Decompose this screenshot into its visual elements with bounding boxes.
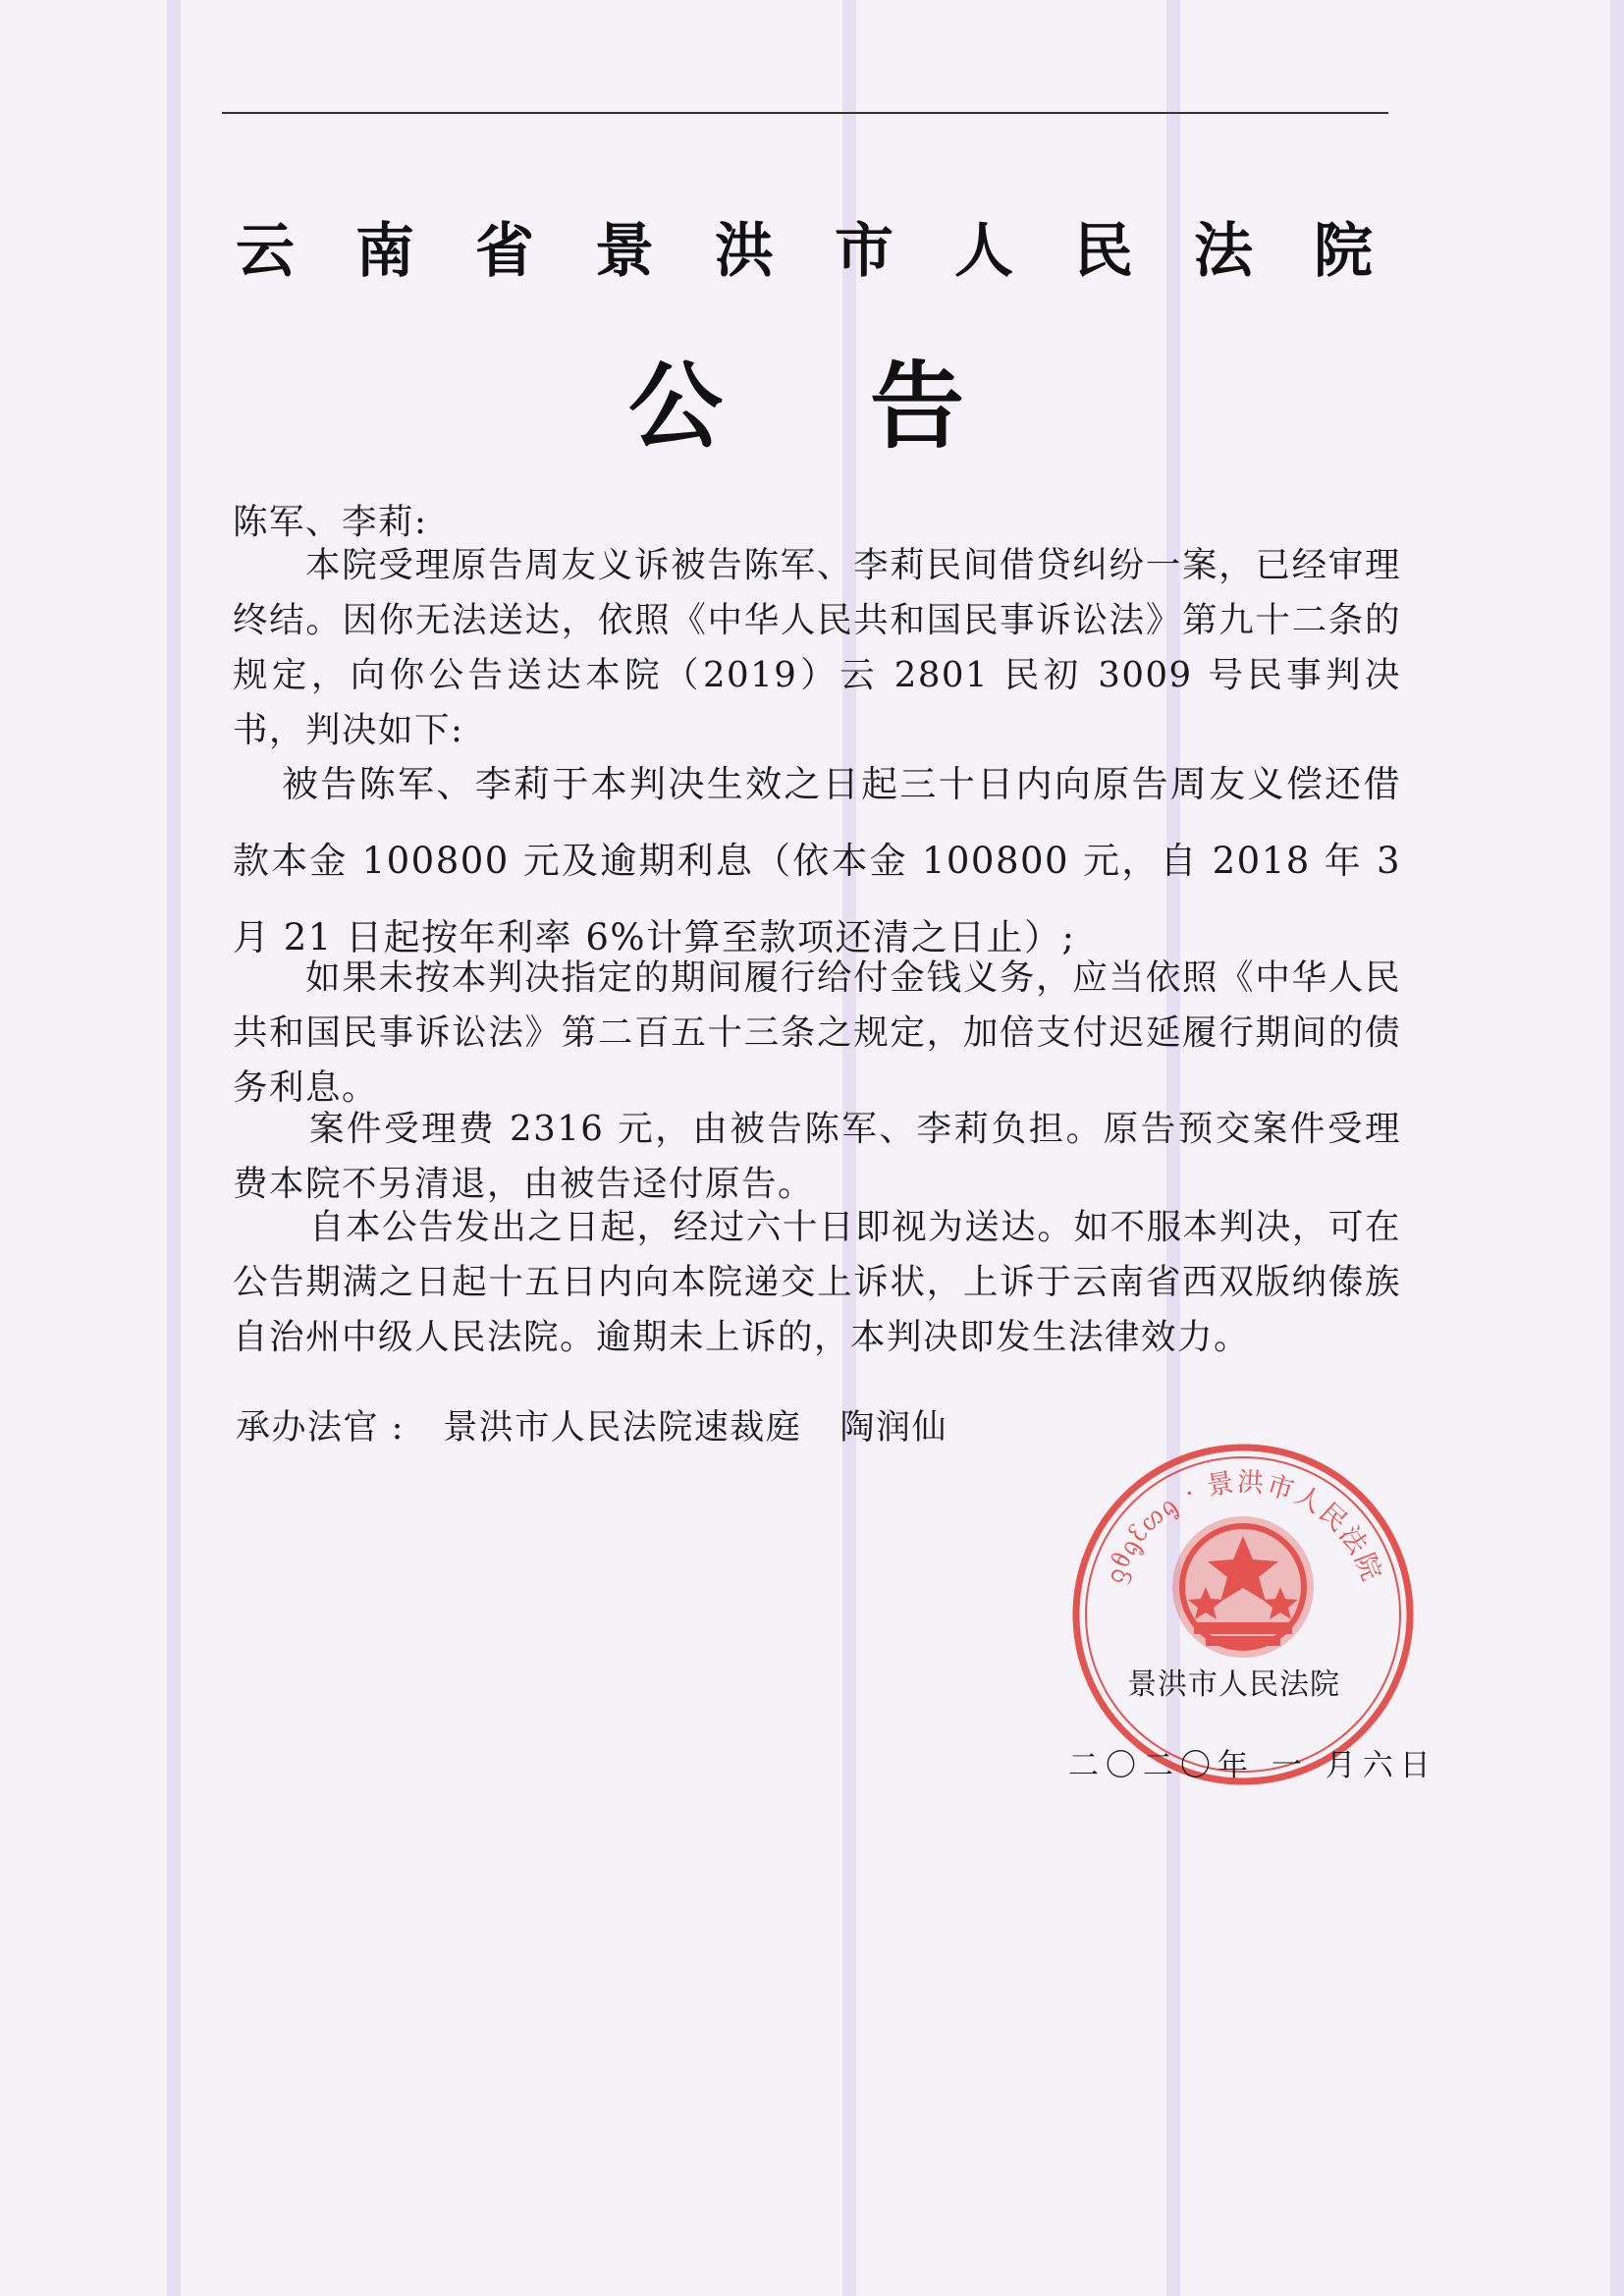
judge-label: 承办法官 : xyxy=(236,1408,405,1448)
paragraph-appeal-notice: 自本公告发出之日起，经过六十日即视为送达。如不服本判决，可在公告期满之日起十五日内向本院递交上诉状，上诉于云南省西双版纳傣族自治州中级人民法院。逾期未上诉的，本判决即发生法律效力。 xyxy=(233,1207,1401,1357)
presiding-judge-line xyxy=(236,1400,947,1449)
paragraph-judgment: 被告陈军、李莉于本判决生效之日起三十日内向原告周友义偿还借款本金 100800 元及逾期利息（依本金 100800 元，自 2018 年 3 月 21 日起按年利率 6%计算至款项还清之日止）; xyxy=(233,763,1401,958)
paragraph-service-notice: 本院受理原告周友义诉被告陈军、李莉民间借贷纠纷一案，已经审理终结。因你无法送达，依照《中华人民共和国民事诉讼法》第九十二条的规定，向你公告送达本院（2019）云 2801 民初 3009 号民事判决书，判决如下: xyxy=(233,545,1401,750)
seal-text: ᦋᦲᧂᦷᦠᧂ · 景洪市人民法院 xyxy=(1099,1466,1387,1587)
judge-division: 景洪市人民法院速裁庭 xyxy=(443,1408,802,1448)
issue-date: 二〇二〇年 一 月六日 xyxy=(1068,1748,1437,1783)
issuing-court: 景洪市人民法院 xyxy=(1127,1667,1340,1702)
paragraph-case-fee: 案件受理费 2316 元，由被告陈军、李莉负担。原告预交案件受理费本院不另清退，由被告迳付原告。 xyxy=(233,1109,1401,1204)
national-emblem xyxy=(1172,1516,1314,1658)
scan-stripe xyxy=(1610,0,1624,2296)
salutation: 陈军、李莉: xyxy=(233,502,428,542)
scan-stripe xyxy=(167,0,181,2296)
header-rule xyxy=(222,112,1388,114)
judge-name: 陶润仙 xyxy=(839,1408,948,1448)
document-title: 公告 xyxy=(628,352,1111,462)
court-name: 云南省景洪市人民法院 xyxy=(236,217,1434,286)
court-seal xyxy=(1068,1440,1418,1789)
paragraph-late-performance: 如果未按本判决指定的期间履行给付金钱义务，应当依照《中华人民共和国民事诉讼法》第二百五十三条之规定，加倍支付迟延履行期间的债务利息。 xyxy=(233,957,1401,1108)
